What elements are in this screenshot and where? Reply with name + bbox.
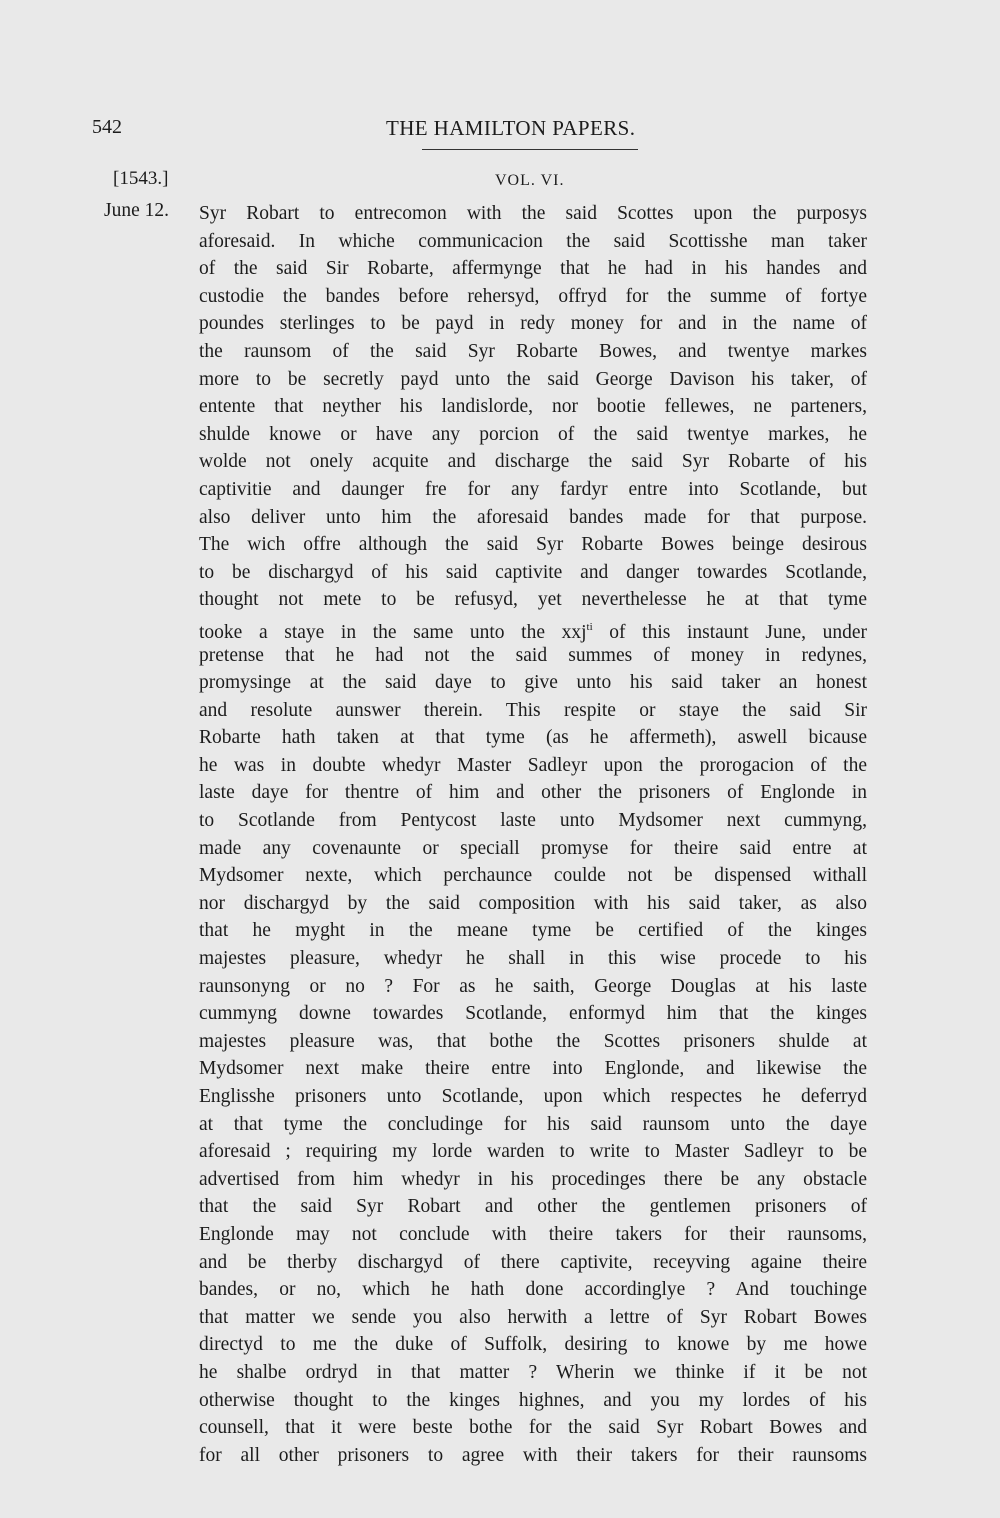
text-line-content: aforesaid. In whiche communicacion the said Scottisshe man taker [199,230,867,252]
text-line [199,1276,867,1304]
text-line [199,448,867,476]
text-line [199,1387,867,1415]
text-line [199,586,867,614]
text-line-content: the raunsom of the said Syr Robarte Bowes, and twentye markes [199,340,867,362]
text-line [199,476,867,504]
text-line [199,807,867,835]
margin-date: June 12. [104,200,169,221]
text-line [199,200,867,228]
text-line [199,890,867,918]
text-line-content: at that tyme the concludinge for his said raunsom unto the daye [199,1113,867,1135]
text-line-content: more to be secretly payd unto the said George Davison his taker, of [199,368,867,390]
text-line-content: otherwise thought to the kinges highnes, and you my lordes of his [199,1389,867,1411]
text-line-content: majestes pleasure, whedyr he shall in this wise procede to his [199,948,867,970]
text-line [199,1083,867,1111]
text-line-content: directyd to me the duke of Suffolk, desiring to knowe by me howe [199,1334,867,1356]
text-line-content: Mydsomer nexte, which perchaunce coulde not be dispensed withall [199,865,867,887]
text-line [199,338,867,366]
text-line-continuation: of this instaunt June, under [592,621,867,643]
text-line-content: cummyng downe towardes Scotlande, enformyd him that the kinges [199,1003,867,1025]
superscript: ti [586,620,593,633]
text-line-content: pretense that he had not the said summes of money in redynes, [199,644,867,666]
text-line-content: shulde knowe or have any porcion of the said twentye markes, he [199,423,867,445]
text-line [199,835,867,863]
text-line-content: Syr Robart to entrecomon with the said Scottes upon the purposys [199,203,867,224]
page-number: 542 [92,116,122,138]
text-line-content: for all other prisoners to agree with their takers for their raunsoms [199,1444,867,1466]
text-line [199,614,867,642]
text-line-content: captivitie and daunger fre for any fardyr entre into Scotlande, but [199,478,867,500]
text-line-content: Englonde may not conclude with theire takers for their raunsoms, [199,1223,867,1245]
text-line [199,559,867,587]
text-line-content: and resolute aunswer therein. This respite or staye the said Sir [199,699,867,721]
text-line-content: bandes, or no, which he hath done accordinglye ? And touchinge [199,1279,867,1301]
text-line-content: nor dischargyd by the said composition with his said taker, as also [199,892,867,914]
text-line [199,724,867,752]
text-line [199,421,867,449]
text-line [199,1414,867,1442]
text-line [199,1221,867,1249]
text-line [199,1111,867,1139]
text-line [199,752,867,780]
text-line [199,310,867,338]
text-line-content: of the said Sir Robarte, affermynge that he had in his handes and [199,258,867,280]
text-line-content: promysinge at the said daye to give unto his said taker an honest [199,672,867,694]
header-rule [422,149,638,150]
text-line-content: he shalbe ordryd in that matter ? Wherin we thinke if it be not [199,1361,867,1383]
text-line-content: custodie the bandes before rehersyd, offryd for the summe of fortye [199,285,867,307]
text-line [199,531,867,559]
text-line [199,973,867,1001]
body-text [199,200,867,1469]
text-line-content: tooke a staye in the same unto the xxj [199,621,587,643]
text-line [199,1331,867,1359]
text-line [199,1166,867,1194]
text-line [199,669,867,697]
text-line-content: raunsonyng or no ? For as he saith, George Douglas at his laste [199,975,867,997]
text-line [199,1138,867,1166]
text-line [199,1028,867,1056]
text-line [199,697,867,725]
text-line-content: Englisshe prisoners unto Scotlande, upon which respectes he deferryd [199,1086,867,1107]
text-line [199,255,867,283]
text-line [199,1359,867,1387]
text-line [199,1193,867,1221]
running-title: THE HAMILTON PAPERS. [386,116,636,140]
text-line-content: aforesaid ; requiring my lorde warden to write to Master Sadleyr to be [199,1141,867,1163]
text-line [199,393,867,421]
text-line [199,1055,867,1083]
text-line-content: also deliver unto him the aforesaid bandes made for that purpose. [199,506,867,528]
text-line-content: poundes sterlinges to be payd in redy money for and in the name of [199,313,867,335]
text-line [199,283,867,311]
text-line-content: made any covenaunte or speciall promyse for theire said entre at [199,837,867,859]
text-line [199,1304,867,1332]
text-line [199,917,867,945]
text-line-content: majestes pleasure was, that bothe the Scottes prisoners shulde at [199,1030,867,1052]
text-line [199,1249,867,1277]
text-line-content: and be therby dischargyd of there captivite, receyving againe theire [199,1251,867,1273]
text-line [199,228,867,256]
text-line-content: advertised from him whedyr in his procedinges there be any obstacle [199,1168,867,1190]
text-line-content: entente that neyther his landislorde, nor bootie fellewes, ne parteners, [199,396,867,418]
text-line [199,642,867,670]
text-line-content: to be dischargyd of his said captivite and danger towardes Scotlande, [199,561,867,583]
volume-label: VOL. VI. [495,172,565,189]
text-line-content: Robarte hath taken at that tyme (as he affermeth), aswell bicause [199,727,867,749]
text-line-content: to Scotlande from Pentycost laste unto Mydsomer next cummyng, [199,810,867,832]
text-line-content: that the said Syr Robart and other the gentlemen prisoners of [199,1196,867,1218]
text-line-content: that he myght in the meane tyme be certified of the kinges [199,920,867,942]
text-line [199,945,867,973]
text-line [199,1000,867,1028]
text-line-content: Mydsomer next make theire entre into Englonde, and likewise the [199,1058,867,1080]
text-line-content: laste daye for thentre of him and other the prisoners of Englonde in [199,782,867,804]
text-line [199,366,867,394]
text-line-content: thought not mete to be refusyd, yet neverthelesse he at that tyme [199,589,867,611]
text-line [199,862,867,890]
text-line [199,1442,867,1470]
text-line-content: he was in doubte whedyr Master Sadleyr upon the prorogacion of the [199,754,867,776]
year-note: [1543.] [113,168,169,189]
text-line-content: The wich offre although the said Syr Robarte Bowes beinge desirous [199,534,867,556]
text-line-content: wolde not onely acquite and discharge the said Syr Robarte of his [199,451,867,473]
text-line [199,779,867,807]
text-line [199,504,867,532]
text-line-content: counsell, that it were beste bothe for the said Syr Robart Bowes and [199,1417,867,1439]
text-line-content: that matter we sende you also herwith a lettre of Syr Robart Bowes [199,1306,867,1328]
